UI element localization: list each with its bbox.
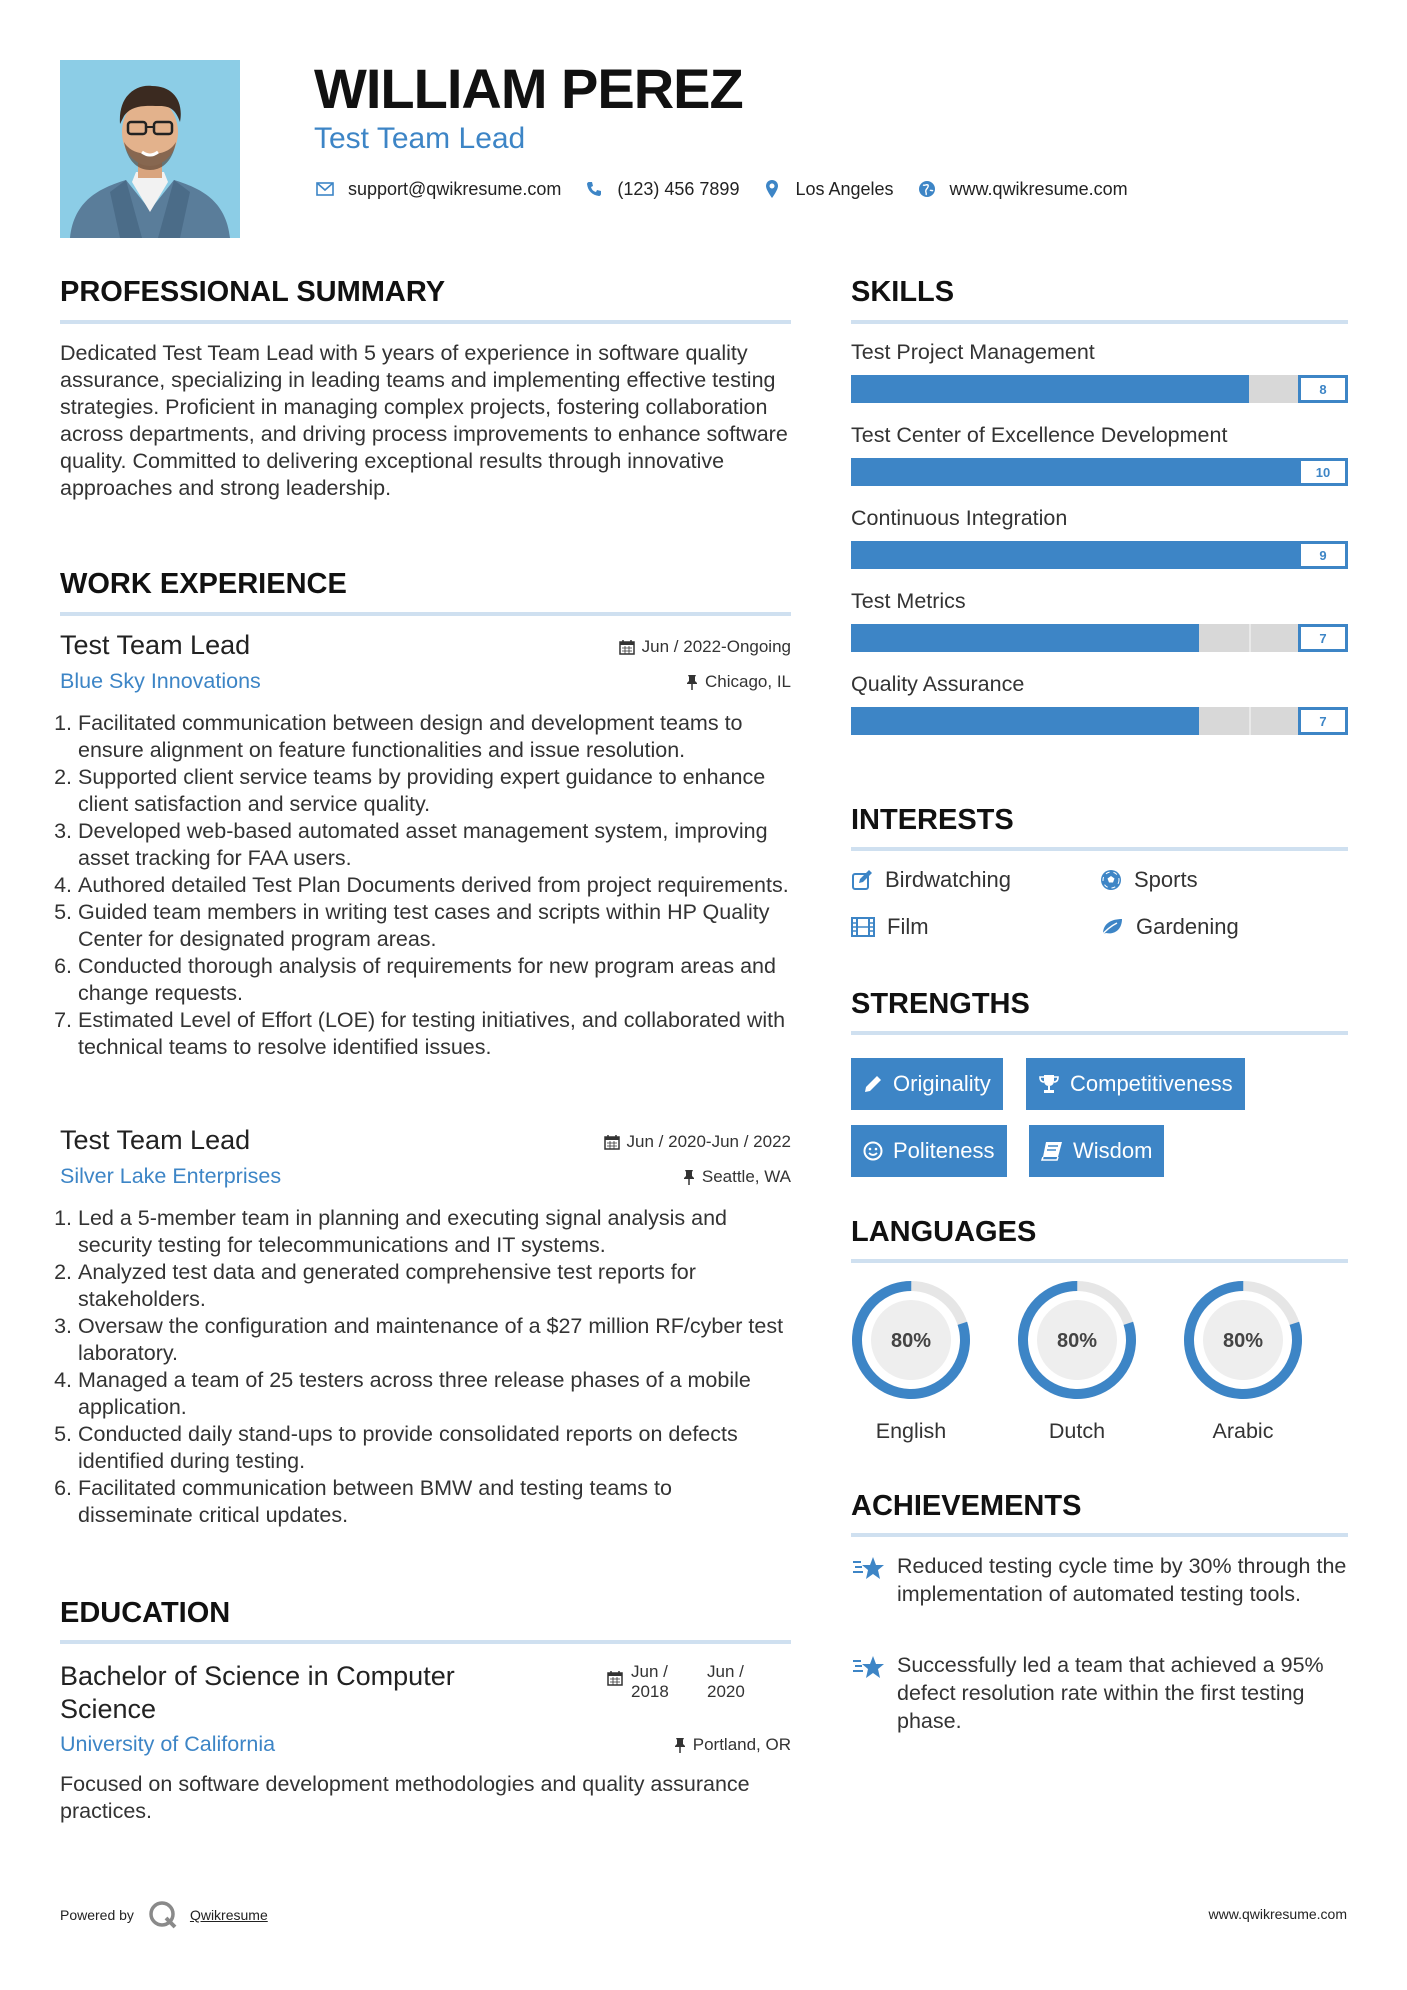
contact-location	[761, 178, 893, 200]
qwikresume-link[interactable]: Qwikresume	[189, 1907, 268, 1923]
skill-bar-fill	[851, 541, 1298, 569]
achievement-item	[851, 1651, 1348, 1735]
skill-name: Quality Assurance	[851, 672, 1025, 696]
skill-name: Continuous Integration	[851, 506, 1068, 530]
summary-heading: PROFESSIONAL SUMMARY	[60, 276, 446, 308]
shooting-star-icon	[851, 1653, 885, 1681]
list-item: 3. Developed web-based automated asset management system, improving asset tracking for FAA users.	[78, 818, 791, 872]
powered-by-label: Powered by	[60, 1907, 134, 1923]
interest-label: Sports	[1134, 867, 1198, 892]
list-item: 5. Conducted daily stand-ups to provide consolidated reports on defects identified during testing.	[78, 1421, 791, 1475]
interest-item	[851, 914, 929, 940]
skill-name: Test Center of Excellence Development	[851, 423, 1228, 447]
list-item: 5. Guided team members in writing test cases and scripts within HP Quality Center for designated program areas.	[78, 899, 791, 953]
education-start-year: 2018	[631, 1682, 669, 1701]
contact-phone[interactable]	[583, 178, 739, 200]
education-start-month: Jun /	[631, 1662, 668, 1681]
footer-site[interactable]: www.qwikresume.com	[1208, 1906, 1347, 1922]
skill-item	[851, 340, 1348, 403]
smile-icon	[863, 1141, 883, 1161]
list-item: 1. Led a 5-member team in planning and executing signal analysis and security testing for telecommunications and IT systems.	[78, 1205, 791, 1259]
list-item: 1. Facilitated communication between design and development teams to ensure alignment on feature functionalities and issue resolution.	[78, 710, 791, 764]
job-title: Test Team Lead	[60, 1125, 251, 1155]
strength-tag	[851, 1125, 1007, 1177]
education-description: Focused on software development methodologies and quality assurance practices.	[60, 1772, 750, 1823]
list-item: 4. Authored detailed Test Plan Documents derived from project requirements.	[78, 872, 791, 899]
pencil-icon	[863, 1074, 883, 1094]
language-percent: 80%	[1222, 1330, 1264, 1352]
job-location	[683, 1167, 791, 1187]
list-item: 3. Oversaw the configuration and maintenance of a $27 million RF/cyber test laboratory.	[78, 1313, 791, 1367]
education-location	[674, 1735, 791, 1755]
skill-bar-segment	[1249, 624, 1251, 652]
language-item	[1015, 1278, 1139, 1444]
achievements-rule	[851, 1533, 1348, 1537]
phone-icon	[583, 178, 605, 200]
skill-score: 8	[1298, 375, 1348, 403]
footer-brand	[60, 1900, 268, 1930]
skill-item	[851, 672, 1348, 735]
calendar-icon	[619, 639, 635, 655]
list-item: 4. Managed a team of 25 testers across three release phases of a mobile application.	[78, 1367, 791, 1421]
film-icon	[851, 917, 875, 937]
language-percent: 80%	[1056, 1330, 1098, 1352]
education-heading: EDUCATION	[60, 1597, 231, 1629]
envelope-icon	[314, 178, 336, 200]
email-text: support@qwikresume.com	[348, 178, 562, 199]
strengths-heading: STRENGTHS	[851, 988, 1030, 1020]
skill-score: 9	[1298, 541, 1348, 569]
profile-photo	[60, 60, 240, 238]
language-name: Dutch	[1048, 1419, 1106, 1443]
trophy-icon	[1038, 1074, 1060, 1094]
website-text: www.qwikresume.com	[949, 178, 1128, 199]
strengths-rule	[851, 1031, 1348, 1035]
skill-bar-segment	[1249, 707, 1251, 735]
skill-bar-fill	[851, 375, 1249, 403]
job-responsibilities	[60, 1205, 791, 1529]
interests-heading: INTERESTS	[851, 804, 1014, 836]
job-location	[686, 672, 791, 692]
interest-item	[851, 867, 1011, 893]
calendar-icon	[607, 1670, 623, 1686]
achievement-text: Successfully led a team that achieved a 95% defect resolution rate within the first testing phase.	[897, 1653, 1324, 1733]
qwikresume-logo-icon	[148, 1900, 178, 1930]
language-name: English	[875, 1419, 947, 1443]
soccer-ball-icon	[1100, 869, 1122, 891]
education-rule	[60, 1640, 791, 1644]
interest-label: Birdwatching	[885, 867, 1011, 892]
skill-bar-fill	[851, 624, 1199, 652]
candidate-role: Test Team Lead	[314, 122, 526, 155]
list-item: 6. Facilitated communication between BMW and testing teams to disseminate critical updates.	[78, 1475, 791, 1529]
school-name: University of California	[60, 1732, 276, 1756]
skill-score: 10	[1298, 458, 1348, 486]
education-dates	[607, 1662, 791, 1702]
language-ring	[1015, 1278, 1139, 1402]
skills-heading: SKILLS	[851, 276, 955, 308]
job-dates	[619, 637, 791, 661]
language-ring	[849, 1278, 973, 1402]
skill-score: 7	[1298, 624, 1348, 652]
achievements-heading: ACHIEVEMENTS	[851, 1490, 1082, 1522]
skill-bar-fill	[851, 707, 1199, 735]
experience-heading: WORK EXPERIENCE	[60, 568, 347, 600]
location-text: Los Angeles	[795, 178, 894, 199]
strength-tag	[1029, 1125, 1164, 1177]
skill-score: 7	[1298, 707, 1348, 735]
calendar-icon	[604, 1134, 620, 1150]
interest-label: Gardening	[1136, 914, 1239, 939]
language-name: Arabic	[1212, 1419, 1274, 1443]
language-percent: 80%	[890, 1330, 932, 1352]
interests-rule	[851, 847, 1348, 851]
contact-email[interactable]	[314, 178, 561, 200]
skill-name: Test Metrics	[851, 589, 966, 613]
skills-list	[851, 340, 1348, 735]
edit-icon	[851, 869, 873, 891]
strength-label: Originality	[893, 1071, 991, 1096]
job-entry	[60, 1125, 791, 1529]
skill-item	[851, 423, 1348, 486]
skill-bar-fill	[851, 458, 1348, 486]
summary-text: Dedicated Test Team Lead with 5 years of experience in software quality assurance, specializing in leading teams and implementing effective testing strategies. Proficient in managing complex projects, fostering collaboration across departments, and driving process improvements to enhance software quality. Committed to delivering exceptional results through innovative approaches and strong leadership.	[60, 341, 788, 500]
strength-tag	[1026, 1058, 1245, 1110]
education-entry	[60, 1660, 791, 1825]
interest-label: Film	[887, 914, 929, 939]
list-item: 2. Supported client service teams by providing expert guidance to enhance client satisfaction and service quality.	[78, 764, 791, 818]
strength-label: Wisdom	[1073, 1138, 1153, 1163]
list-item: 2. Analyzed test data and generated comprehensive test reports for stakeholders.	[78, 1259, 791, 1313]
job-title: Test Team Lead	[60, 630, 251, 660]
interest-item	[1100, 914, 1239, 940]
job-location-text: Seattle, WA	[701, 1166, 791, 1186]
language-item	[849, 1278, 973, 1444]
job-dates-text: Jun / 2020-Jun / 2022	[626, 1132, 791, 1151]
summary-rule	[60, 320, 791, 324]
skill-item	[851, 589, 1348, 652]
skill-bar	[851, 624, 1348, 652]
globe-icon	[916, 178, 938, 200]
skill-bar	[851, 375, 1348, 403]
strength-label: Politeness	[893, 1138, 995, 1163]
phone-text: (123) 456 7899	[617, 178, 740, 199]
languages-rule	[851, 1259, 1348, 1263]
contact-bar	[314, 178, 1150, 200]
leaf-icon	[1100, 917, 1124, 937]
pushpin-icon	[683, 1169, 695, 1185]
pushpin-icon	[674, 1737, 686, 1753]
language-item	[1181, 1278, 1305, 1444]
skill-name: Test Project Management	[851, 340, 1095, 364]
skill-bar	[851, 458, 1348, 486]
job-dates-text: Jun / 2022-Ongoing	[641, 637, 791, 656]
job-responsibilities	[60, 710, 791, 1061]
job-entry	[60, 630, 791, 1061]
book-icon	[1041, 1141, 1063, 1161]
strength-tag	[851, 1058, 1003, 1110]
contact-website[interactable]	[916, 178, 1128, 200]
skill-bar	[851, 541, 1348, 569]
map-pin-icon	[761, 178, 783, 200]
strength-label: Competitiveness	[1070, 1071, 1233, 1096]
experience-rule	[60, 612, 791, 616]
company-name: Blue Sky Innovations	[60, 669, 261, 693]
job-location-text: Chicago, IL	[705, 671, 791, 691]
achievement-item	[851, 1552, 1348, 1608]
pushpin-icon	[686, 674, 698, 690]
education-location-text: Portland, OR	[692, 1734, 791, 1754]
language-ring	[1181, 1278, 1305, 1402]
achievement-text: Reduced testing cycle time by 30% through the implementation of automated testing tools.	[897, 1554, 1347, 1606]
job-dates	[604, 1132, 791, 1156]
company-name: Silver Lake Enterprises	[60, 1164, 282, 1188]
list-item: 6. Conducted thorough analysis of requirements for new program areas and change requests.	[78, 953, 791, 1007]
list-item: 7. Estimated Level of Effort (LOE) for testing initiatives, and collaborated with technical teams to resolve identified issues.	[78, 1007, 791, 1061]
candidate-name: WILLIAM PEREZ	[314, 57, 743, 120]
skill-item	[851, 506, 1348, 569]
skills-rule	[851, 320, 1348, 324]
languages-heading: LANGUAGES	[851, 1216, 1037, 1248]
interest-item	[1100, 867, 1198, 893]
skill-bar	[851, 707, 1348, 735]
education-end-month: Jun /	[707, 1662, 744, 1681]
shooting-star-icon	[851, 1554, 885, 1582]
education-end-year: 2020	[707, 1682, 745, 1701]
degree-title: Bachelor of Science in Computer Science	[60, 1661, 455, 1724]
